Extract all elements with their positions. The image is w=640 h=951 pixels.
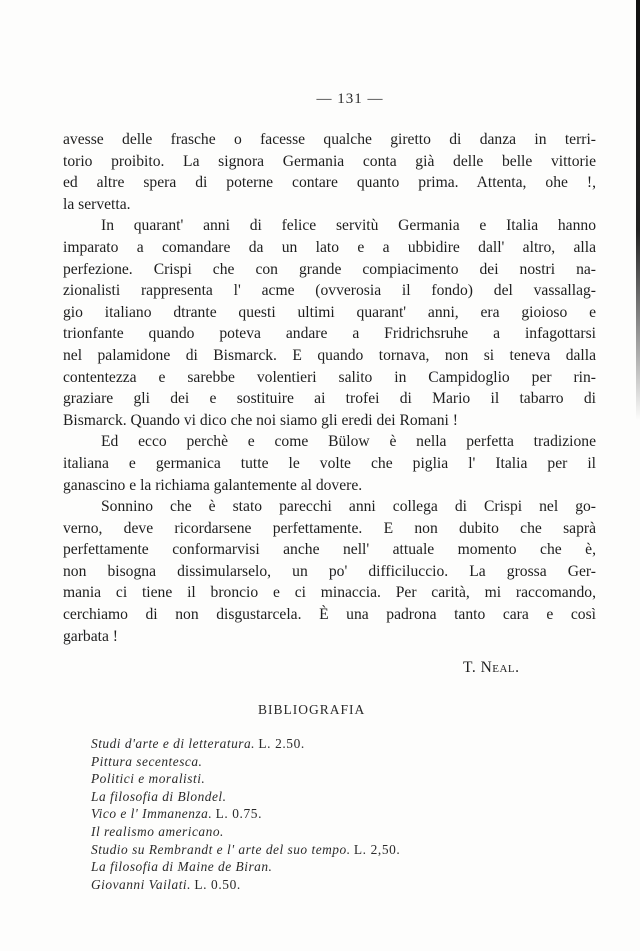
text-line: garbata ! — [63, 627, 118, 645]
author-signature — [463, 659, 520, 677]
book-title: Pittura secentesca. — [91, 753, 203, 769]
bibliography-item — [91, 841, 400, 859]
text-line: nel palamidone di Bismarck. E quando tornava, non si teneva dalla — [63, 346, 596, 364]
bibliography-item — [91, 823, 400, 841]
signature-initial: T. — [463, 659, 477, 676]
book-title: Studi d'arte e di letteratura. — [91, 736, 256, 751]
text-line: ed altre spera di poterne contare quanto prima. Attenta, ohe !, — [63, 174, 596, 192]
bibliography-item — [91, 788, 400, 806]
text-line: non bisogna dissimularselo, un po' difficiluccio. La grossa Ger- — [63, 562, 596, 580]
bibliography-item — [91, 770, 400, 788]
bibliography-item — [91, 858, 400, 876]
text-line: Sonnino che è stato parecchi anni collega di Crispi nel go- — [101, 498, 596, 516]
book-price: L. 0.75. — [215, 806, 263, 822]
text-line: graziare gli dei e sostituire ai trofei di Mario il tabarro di — [63, 390, 596, 408]
paragraph — [63, 431, 596, 496]
bibliography-item — [91, 735, 400, 753]
article-body — [63, 129, 596, 647]
book-price: L. 2,50. — [353, 841, 401, 857]
book-title: La filosofia di Maine de Biran. — [91, 859, 273, 875]
paragraph — [63, 496, 596, 647]
bibliography-heading: BIBLIOGRAFIA — [258, 702, 366, 717]
text-line: mania ci tiene il broncio e ci minaccia. Per carità, mi raccomando, — [63, 584, 596, 602]
book-title: Politici e moralisti. — [91, 771, 206, 787]
book-price: L. 0.50. — [194, 876, 241, 892]
text-line: imparato a comandare da un lato e a ubbidire dall' altro, alla — [63, 238, 596, 256]
text-line: contentezza e sarebbe volentieri salito in Campidoglio per rin- — [63, 368, 596, 386]
text-line: ganascino e la richiama galantemente al dovere. — [63, 476, 363, 494]
text-line: la servetta. — [63, 195, 131, 213]
book-title: Giovanni Vailati. — [91, 876, 191, 892]
signature-surname: Neal. — [480, 659, 520, 676]
page-number: — 131 — — [316, 91, 384, 107]
book-price: L. 2.50. — [258, 736, 305, 751]
text-line: Bismarck. Quando vi dico che noi siamo gli eredi dei Romani ! — [63, 411, 458, 429]
bibliography-item — [91, 876, 400, 894]
paragraph — [63, 215, 596, 431]
text-line: torio proibito. La signora Germania conta già delle belle vittorie — [63, 152, 596, 170]
text-line: Ed ecco perchè e come Bülow è nella perfetta tradizione — [101, 433, 596, 451]
book-title: Vico e l' Immanenza. — [91, 806, 213, 822]
text-line: italiana e germanica tutte le volte che piglia l' Italia per il — [63, 454, 596, 472]
text-line: gio italiano dtrante questi ultimi quarant' anni, era gioioso e — [63, 303, 596, 321]
text-line: perfettamente conformarvisi anche nell' attuale momento che è, — [63, 541, 596, 559]
text-line: cerchiamo di non disgustarcela. È una padrona tanto cara e così — [63, 606, 596, 624]
bibliography-item — [91, 805, 400, 823]
paragraph — [63, 129, 596, 215]
text-line: In quarant' anni di felice servitù Germania e Italia hanno — [101, 217, 596, 235]
text-line: verno, deve ricordarsene perfettamente. E non dubito che saprà — [63, 519, 596, 537]
book-title: La filosofia di Blondel. — [91, 788, 227, 804]
bibliography-item — [91, 753, 400, 771]
bibliography-list — [91, 735, 400, 893]
page-edge-shadow — [636, 0, 640, 420]
text-line: trionfante quando poteva andare a Fridrichsruhe a infagottarsi — [63, 325, 596, 343]
text-line: zionalisti rappresenta l' acme (ovverosia il fondo) del vassallag- — [63, 282, 596, 300]
text-line: perfezione. Crispi che con grande compiacimento dei nostri na- — [63, 260, 596, 278]
book-title: Il realismo americano. — [91, 823, 224, 839]
text-line: avesse delle frasche o facesse qualche giretto di danza in terri- — [63, 131, 596, 148]
book-title: Studio su Rembrandt e l' arte del suo tempo. — [91, 841, 351, 857]
